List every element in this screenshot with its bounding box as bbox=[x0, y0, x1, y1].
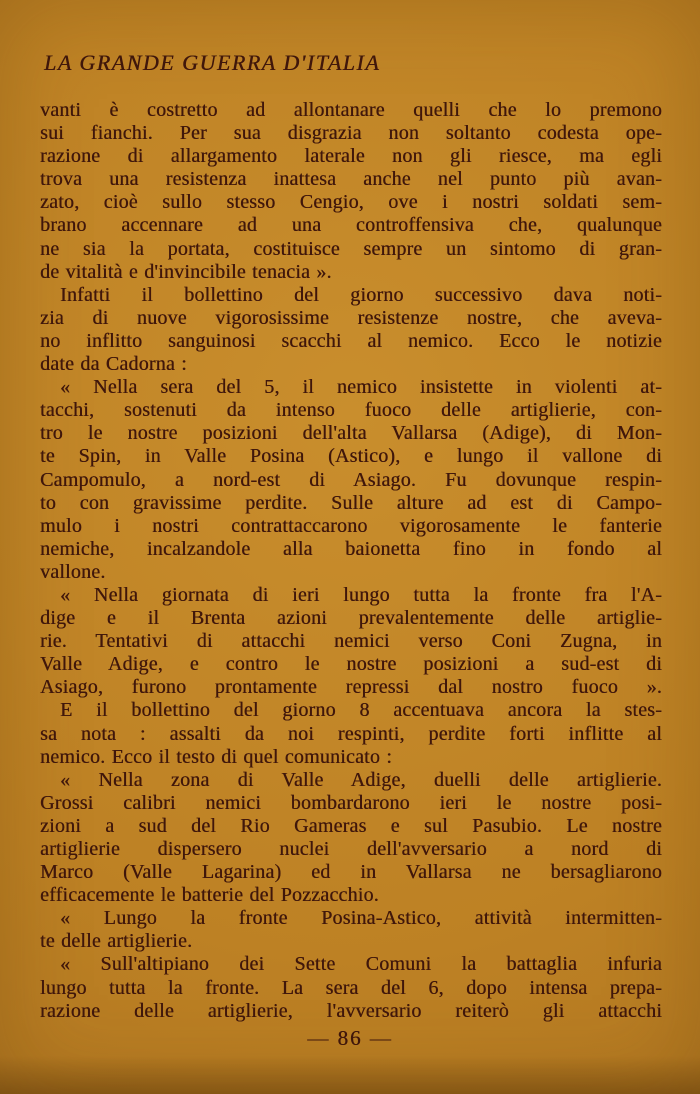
body-line: Grossi calibri nemici bombardarono ieri le nostre posi- bbox=[40, 791, 662, 814]
body-line: tro le nostre posizioni dell'alta Vallarsa (Adige), di Mon- bbox=[40, 422, 662, 445]
body-line: vanti è costretto ad allontanare quelli che lo premono bbox=[40, 99, 662, 121]
body-line: tacchi, sostenuti da intenso fuoco delle artiglierie, con- bbox=[40, 399, 662, 422]
body-line: zia di nuove vigorosissime resistenze nostre, che aveva- bbox=[40, 306, 662, 329]
body-line: de vitalità e d'invincibile tenacia ». bbox=[40, 260, 332, 283]
body-line: Valle Adige, e contro le nostre posizioni a sud-est di bbox=[40, 653, 662, 676]
body-line: te delle artiglierie. bbox=[40, 930, 193, 953]
body-line: « Nella giornata di ieri lungo tutta la fronte fra l'A- bbox=[60, 583, 662, 606]
body-line: lungo tutta la fronte. La sera del 6, dopo intensa prepa- bbox=[40, 976, 662, 999]
body-line: trova una resistenza inattesa anche nel punto più avan- bbox=[40, 168, 662, 191]
body-line: mulo i nostri contrattaccarono vigorosamente le fanterie bbox=[40, 514, 662, 537]
body-line: ne sia la portata, costituisce sempre un sintomo di gran- bbox=[40, 237, 662, 260]
body-line: te Spin, in Valle Posina (Astico), e lungo il vallone di bbox=[40, 445, 662, 468]
body-line: sa nota : assalti da noi respinti, perdite forti inflitte al bbox=[40, 722, 662, 745]
body-line: razione delle artiglierie, l'avversario reiterò gli attacchi bbox=[40, 999, 662, 1022]
body-line: nemico. Ecco il testo di quel comunicato : bbox=[40, 745, 392, 768]
body-line: Marco (Valle Lagarina) ed in Vallarsa ne bersagliarono bbox=[40, 861, 662, 884]
body-line: « Nella sera del 5, il nemico insistette in violenti at- bbox=[60, 376, 662, 399]
body-line: Campomulo, a nord-est di Asiago. Fu dovunque respin- bbox=[40, 468, 662, 491]
body-line: « Lungo la fronte Posina-Astico, attività intermitten- bbox=[60, 907, 662, 930]
body-line: Asiago, furono prontamente repressi dal nostro fuoco ». bbox=[40, 676, 662, 699]
body-line: no inflitto sanguinosi scacchi al nemico. Ecco le notizie bbox=[40, 329, 662, 352]
body-line: E il bollettino del giorno 8 accentuava ancora la stes- bbox=[60, 699, 662, 722]
body-line: razione di allargamento laterale non gli riesce, ma egli bbox=[40, 145, 662, 168]
body-line: sui fianchi. Per sua disgrazia non soltanto codesta ope- bbox=[40, 122, 662, 145]
body-line: zioni a sud del Rio Gameras e sul Pasubio. Le nostre bbox=[40, 814, 662, 837]
body-line: rie. Tentativi di attacchi nemici verso Coni Zugna, in bbox=[40, 630, 662, 653]
body-line: Infatti il bollettino del giorno successivo dava noti- bbox=[60, 283, 662, 306]
body-line: « Nella zona di Valle Adige, duelli delle artiglierie. bbox=[60, 768, 662, 791]
page-number: — 86 — bbox=[307, 1026, 393, 1050]
body-line: zato, cioè sullo stesso Cengio, ove i nostri soldati sem- bbox=[40, 191, 662, 214]
body-line: vallone. bbox=[40, 560, 106, 583]
body-line: to con gravissime perdite. Sulle alture ad est di Campo- bbox=[40, 491, 662, 514]
body-line: date da Cadorna : bbox=[40, 353, 187, 376]
body-line: efficacemente le batterie del Pozzacchio. bbox=[40, 884, 379, 907]
body-line: brano accennare ad una controffensiva che, qualunque bbox=[40, 214, 662, 237]
body-text bbox=[40, 99, 662, 1023]
body-line: artiglierie dispersero nuclei dell'avversario a nord di bbox=[40, 838, 662, 860]
body-line: dige e il Brenta azioni prevalentemente delle artiglie- bbox=[40, 607, 662, 630]
running-head: LA GRANDE GUERRA D'ITALIA bbox=[44, 50, 381, 75]
body-line: « Sull'altipiano dei Sette Comuni la battaglia infuria bbox=[60, 953, 662, 976]
body-line: nemiche, incalzandole alla baionetta fino in fondo al bbox=[40, 537, 662, 560]
